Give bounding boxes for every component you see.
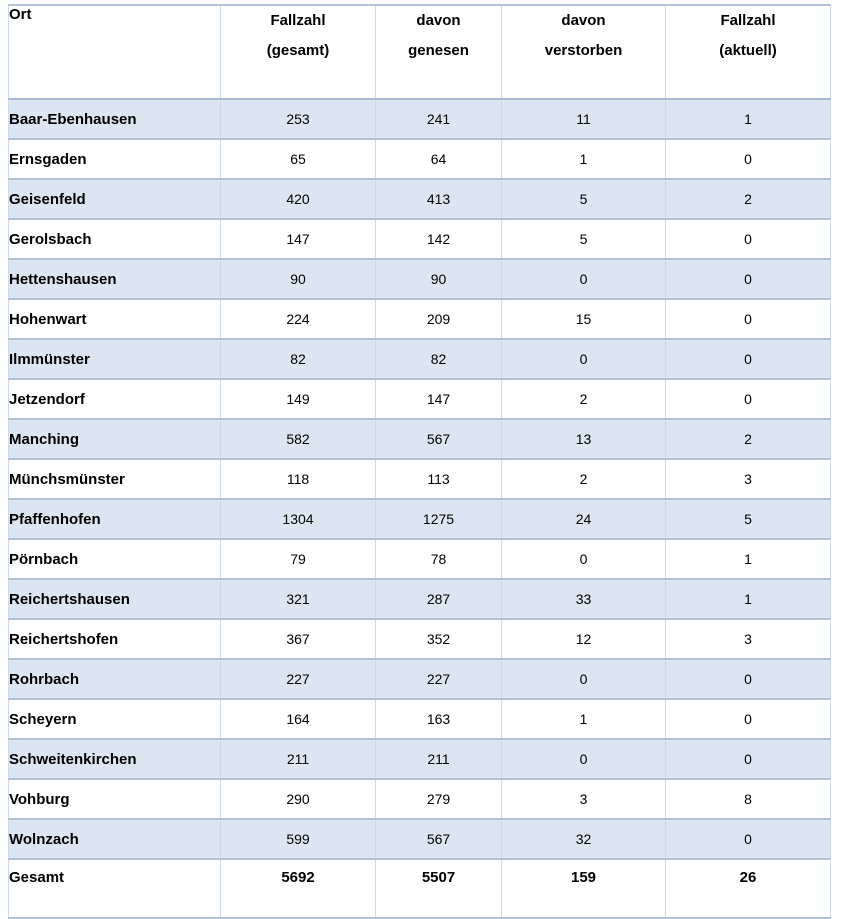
- verstorben-cell: 5: [502, 219, 666, 259]
- col-header-verstorben-line2: verstorben: [544, 42, 623, 59]
- ort-cell: Pörnbach: [9, 539, 221, 579]
- aktuell-cell: 0: [666, 699, 831, 739]
- aktuell-cell: 0: [666, 219, 831, 259]
- verstorben-cell: 0: [502, 539, 666, 579]
- table-row: [9, 379, 831, 419]
- genesen-cell: 567: [376, 819, 502, 859]
- col-header-genesen-line2: genesen: [408, 42, 469, 59]
- genesen-cell: 113: [376, 459, 502, 499]
- gesamt-cell: 211: [221, 739, 376, 779]
- col-header-verstorben: [502, 5, 666, 99]
- ort-cell: Ilmmünster: [9, 339, 221, 379]
- col-header-aktuell-line1: Fallzahl: [720, 12, 776, 29]
- aktuell-cell: 2: [666, 179, 831, 219]
- table-row: [9, 739, 831, 779]
- aktuell-cell: 0: [666, 139, 831, 179]
- covid-cases-table-wrap: [8, 4, 831, 919]
- gesamt-cell: 149: [221, 379, 376, 419]
- gesamt-cell: 420: [221, 179, 376, 219]
- table-row: [9, 819, 831, 859]
- gesamt-cell: 65: [221, 139, 376, 179]
- table-row: [9, 299, 831, 339]
- genesen-cell: 567: [376, 419, 502, 459]
- header-row: [9, 5, 831, 99]
- aktuell-cell: 0: [666, 819, 831, 859]
- ort-cell: Gerolsbach: [9, 219, 221, 259]
- genesen-cell: 82: [376, 339, 502, 379]
- genesen-cell: 227: [376, 659, 502, 699]
- genesen-cell: 279: [376, 779, 502, 819]
- aktuell-cell: 0: [666, 299, 831, 339]
- gesamt-cell: 290: [221, 779, 376, 819]
- total-row: [9, 859, 831, 918]
- aktuell-cell: 5: [666, 499, 831, 539]
- gesamt-cell: 147: [221, 219, 376, 259]
- genesen-cell: 211: [376, 739, 502, 779]
- ort-cell: Vohburg: [9, 779, 221, 819]
- ort-cell: Münchsmünster: [9, 459, 221, 499]
- aktuell-cell: 1: [666, 579, 831, 619]
- gesamt-cell: 90: [221, 259, 376, 299]
- total-gesamt-cell: 5692: [221, 859, 376, 918]
- total-verstorben-cell: 159: [502, 859, 666, 918]
- verstorben-cell: 11: [502, 99, 666, 139]
- gesamt-cell: 82: [221, 339, 376, 379]
- ort-cell: Jetzendorf: [9, 379, 221, 419]
- table-row: [9, 419, 831, 459]
- table-row: [9, 339, 831, 379]
- ort-cell: Geisenfeld: [9, 179, 221, 219]
- genesen-cell: 147: [376, 379, 502, 419]
- genesen-cell: 78: [376, 539, 502, 579]
- gesamt-cell: 164: [221, 699, 376, 739]
- gesamt-cell: 582: [221, 419, 376, 459]
- col-header-genesen: [376, 5, 502, 99]
- aktuell-cell: 3: [666, 619, 831, 659]
- total-aktuell-cell: 26: [666, 859, 831, 918]
- col-header-gesamt: [221, 5, 376, 99]
- table-row: [9, 699, 831, 739]
- aktuell-cell: 2: [666, 419, 831, 459]
- verstorben-cell: 12: [502, 619, 666, 659]
- aktuell-cell: 0: [666, 739, 831, 779]
- table-row: [9, 179, 831, 219]
- gesamt-cell: 118: [221, 459, 376, 499]
- gesamt-cell: 79: [221, 539, 376, 579]
- aktuell-cell: 8: [666, 779, 831, 819]
- verstorben-cell: 13: [502, 419, 666, 459]
- table-row: [9, 219, 831, 259]
- aktuell-cell: 0: [666, 659, 831, 699]
- table-row: [9, 499, 831, 539]
- gesamt-cell: 253: [221, 99, 376, 139]
- ort-cell: Baar-Ebenhausen: [9, 99, 221, 139]
- table-row: [9, 139, 831, 179]
- verstorben-cell: 0: [502, 659, 666, 699]
- col-header-aktuell: [666, 5, 831, 99]
- verstorben-cell: 1: [502, 139, 666, 179]
- genesen-cell: 241: [376, 99, 502, 139]
- ort-cell: Scheyern: [9, 699, 221, 739]
- verstorben-cell: 2: [502, 379, 666, 419]
- aktuell-cell: 3: [666, 459, 831, 499]
- table-row: [9, 539, 831, 579]
- genesen-cell: 90: [376, 259, 502, 299]
- ort-cell: Reichertshausen: [9, 579, 221, 619]
- genesen-cell: 209: [376, 299, 502, 339]
- ort-cell: Reichertshofen: [9, 619, 221, 659]
- aktuell-cell: 0: [666, 259, 831, 299]
- col-header-verstorben-line1: davon: [561, 12, 606, 29]
- ort-cell: Hettenshausen: [9, 259, 221, 299]
- verstorben-cell: 5: [502, 179, 666, 219]
- verstorben-cell: 1: [502, 699, 666, 739]
- aktuell-cell: 0: [666, 379, 831, 419]
- col-header-genesen-line1: davon: [416, 12, 461, 29]
- total-genesen-cell: 5507: [376, 859, 502, 918]
- gesamt-cell: 224: [221, 299, 376, 339]
- genesen-cell: 64: [376, 139, 502, 179]
- ort-cell: Ernsgaden: [9, 139, 221, 179]
- col-header-gesamt-line1: Fallzahl: [270, 12, 326, 29]
- genesen-cell: 142: [376, 219, 502, 259]
- table-row: [9, 259, 831, 299]
- gesamt-cell: 321: [221, 579, 376, 619]
- verstorben-cell: 2: [502, 459, 666, 499]
- verstorben-cell: 33: [502, 579, 666, 619]
- verstorben-cell: 0: [502, 339, 666, 379]
- gesamt-cell: 227: [221, 659, 376, 699]
- genesen-cell: 287: [376, 579, 502, 619]
- ort-cell: Manching: [9, 419, 221, 459]
- gesamt-cell: 599: [221, 819, 376, 859]
- genesen-cell: 1275: [376, 499, 502, 539]
- total-label-cell: Gesamt: [9, 859, 221, 918]
- covid-cases-table: [8, 4, 831, 919]
- col-header-gesamt-line2: (gesamt): [266, 42, 330, 59]
- verstorben-cell: 0: [502, 259, 666, 299]
- genesen-cell: 413: [376, 179, 502, 219]
- verstorben-cell: 3: [502, 779, 666, 819]
- genesen-cell: 163: [376, 699, 502, 739]
- aktuell-cell: 1: [666, 539, 831, 579]
- gesamt-cell: 367: [221, 619, 376, 659]
- table-row: [9, 579, 831, 619]
- table-row: [9, 659, 831, 699]
- verstorben-cell: 15: [502, 299, 666, 339]
- table-row: [9, 619, 831, 659]
- col-header-ort-label: Ort: [9, 6, 32, 23]
- verstorben-cell: 32: [502, 819, 666, 859]
- gesamt-cell: 1304: [221, 499, 376, 539]
- genesen-cell: 352: [376, 619, 502, 659]
- ort-cell: Hohenwart: [9, 299, 221, 339]
- table-row: [9, 779, 831, 819]
- table-row: [9, 99, 831, 139]
- aktuell-cell: 1: [666, 99, 831, 139]
- ort-cell: Rohrbach: [9, 659, 221, 699]
- col-header-aktuell-line2: (aktuell): [719, 42, 777, 59]
- table-row: [9, 459, 831, 499]
- col-header-ort: [9, 5, 221, 99]
- aktuell-cell: 0: [666, 339, 831, 379]
- ort-cell: Pfaffenhofen: [9, 499, 221, 539]
- verstorben-cell: 24: [502, 499, 666, 539]
- ort-cell: Schweitenkirchen: [9, 739, 221, 779]
- verstorben-cell: 0: [502, 739, 666, 779]
- ort-cell: Wolnzach: [9, 819, 221, 859]
